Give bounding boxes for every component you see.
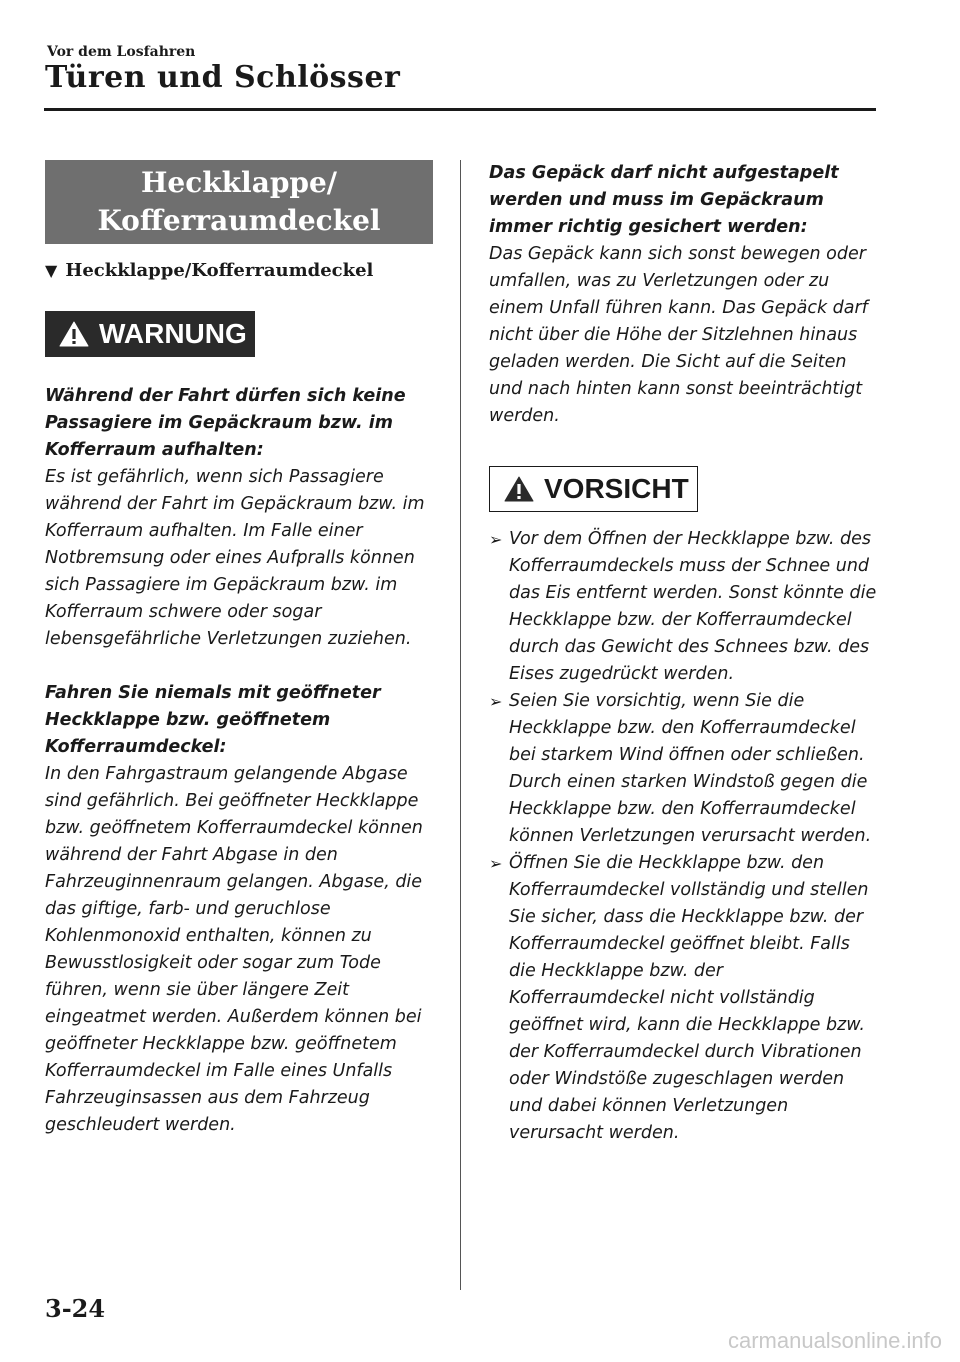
watermark: carmanualsonline.info bbox=[727, 1328, 942, 1353]
caution-label: VORSICHT bbox=[544, 473, 689, 504]
list-item-text: Vor dem Öffnen der Heckklappe bzw. des Kofferraumdeckels muss der Schnee und das Eis entfernt werden. Sonst könnte die Heckklappe bzw. der Kofferraumdeckel durch das Gewicht des Schnees bzw. des Eises zugedrückt werden. bbox=[509, 529, 877, 684]
warning-2-heading: Fahren Sie niemals mit geöffneter Heckklappe bzw. geöffnetem Kofferraumdeckel: bbox=[45, 683, 381, 757]
arrow-bullet-icon: ➢ bbox=[489, 530, 503, 549]
warning-icon bbox=[59, 321, 89, 347]
caution-badge bbox=[489, 466, 698, 512]
caution-list bbox=[489, 526, 879, 1147]
warning-icon bbox=[504, 476, 534, 502]
list-item-text: Öffnen Sie die Heckklappe bzw. den Kofferraumdeckel vollständig und stellen Sie sicher, dass die Heckklappe bzw. der Kofferraumdeckel geöffnet bleibt. Falls die Heckklappe bzw. der Kofferraumdeckel nicht vollständig geöffnet wird, kann die Heckklappe bzw. der Kofferraumdeckel durch Vibrationen oder Windstöße zugeschlagen werden und dabei können Verletzungen verursacht werden. bbox=[509, 853, 869, 1143]
list-item bbox=[489, 850, 879, 1147]
left-column bbox=[45, 160, 433, 1139]
arrow-bullet-icon: ➢ bbox=[489, 692, 503, 711]
section-title-line1: Heckklappe/ bbox=[140, 166, 338, 199]
warning-badge bbox=[45, 311, 255, 357]
section-title-line2: Kofferraumdeckel bbox=[97, 204, 381, 237]
list-item-text: Seien Sie vorsichtig, wenn Sie die Heckklappe bzw. den Kofferraumdeckel bei starkem Wind öffnen oder schließen. Durch einen starken Windstoß gegen die Heckklappe bzw. den Kofferraumdeckel können Verletzungen verursacht werden. bbox=[509, 691, 872, 846]
section-label: Vor dem Losfahren bbox=[47, 44, 196, 60]
subheading-text: Heckklappe/Kofferraumdeckel bbox=[65, 260, 374, 281]
page-number: 3-24 bbox=[45, 1294, 106, 1323]
warning-3-heading: Das Gepäck darf nicht aufgestapelt werden und muss im Gepäckraum immer richtig gesichert werden: bbox=[489, 163, 839, 237]
column-divider bbox=[460, 160, 461, 1290]
warning-2-body: In den Fahrgastraum gelangende Abgase sind gefährlich. Bei geöffneter Heckklappe bzw. geöffnetem Kofferraumdeckel können während der Fahrt Abgase in den Fahrzeuginnenraum gelangen. Abgase, die das giftige, farb- und geruchlose Kohlenmonoxid enthalten, können zu Bewusstlosigkeit oder sogar zum Tode führen, wenn sie über längere Zeit eingeatmet werden. Außerdem können bei geöffneter Heckklappe bzw. geöffnetem Kofferraumdeckel im Falle eines Unfalls Fahrzeuginsassen aus dem Fahrzeug geschleudert werden. bbox=[45, 764, 423, 1135]
header-divider bbox=[44, 108, 876, 111]
section-title-box bbox=[45, 160, 433, 244]
list-item bbox=[489, 688, 879, 850]
warning-1-body: Es ist gefährlich, wenn sich Passagiere während der Fahrt im Gepäckraum bzw. im Kofferraum aufhalten. Im Falle einer Notbremsung oder eines Aufpralls können sich Passagiere im Gepäckraum bzw. im Kofferraum schwere oder sogar lebensgefährliche Verletzungen zuziehen. bbox=[45, 467, 425, 649]
arrow-bullet-icon: ➢ bbox=[489, 854, 503, 873]
page-title: Türen und Schlösser bbox=[45, 60, 401, 95]
list-item bbox=[489, 526, 879, 688]
right-column bbox=[489, 160, 879, 1147]
subheading bbox=[45, 260, 433, 281]
warning-3-body: Das Gepäck kann sich sonst bewegen oder umfallen, was zu Verletzungen oder zu einem Unfall führen kann. Das Gepäck darf nicht über die Höhe der Sitzlehnen hinaus geladen werden. Die Sicht auf die Seiten und nach hinten kann sonst beeinträchtigt werden. bbox=[489, 244, 868, 426]
warning-label: WARNUNG bbox=[99, 318, 247, 349]
triangle-down-icon: ▼ bbox=[45, 261, 58, 280]
warning-1-heading: Während der Fahrt dürfen sich keine Passagiere im Gepäckraum bzw. im Kofferraum aufhalten: bbox=[45, 386, 406, 460]
